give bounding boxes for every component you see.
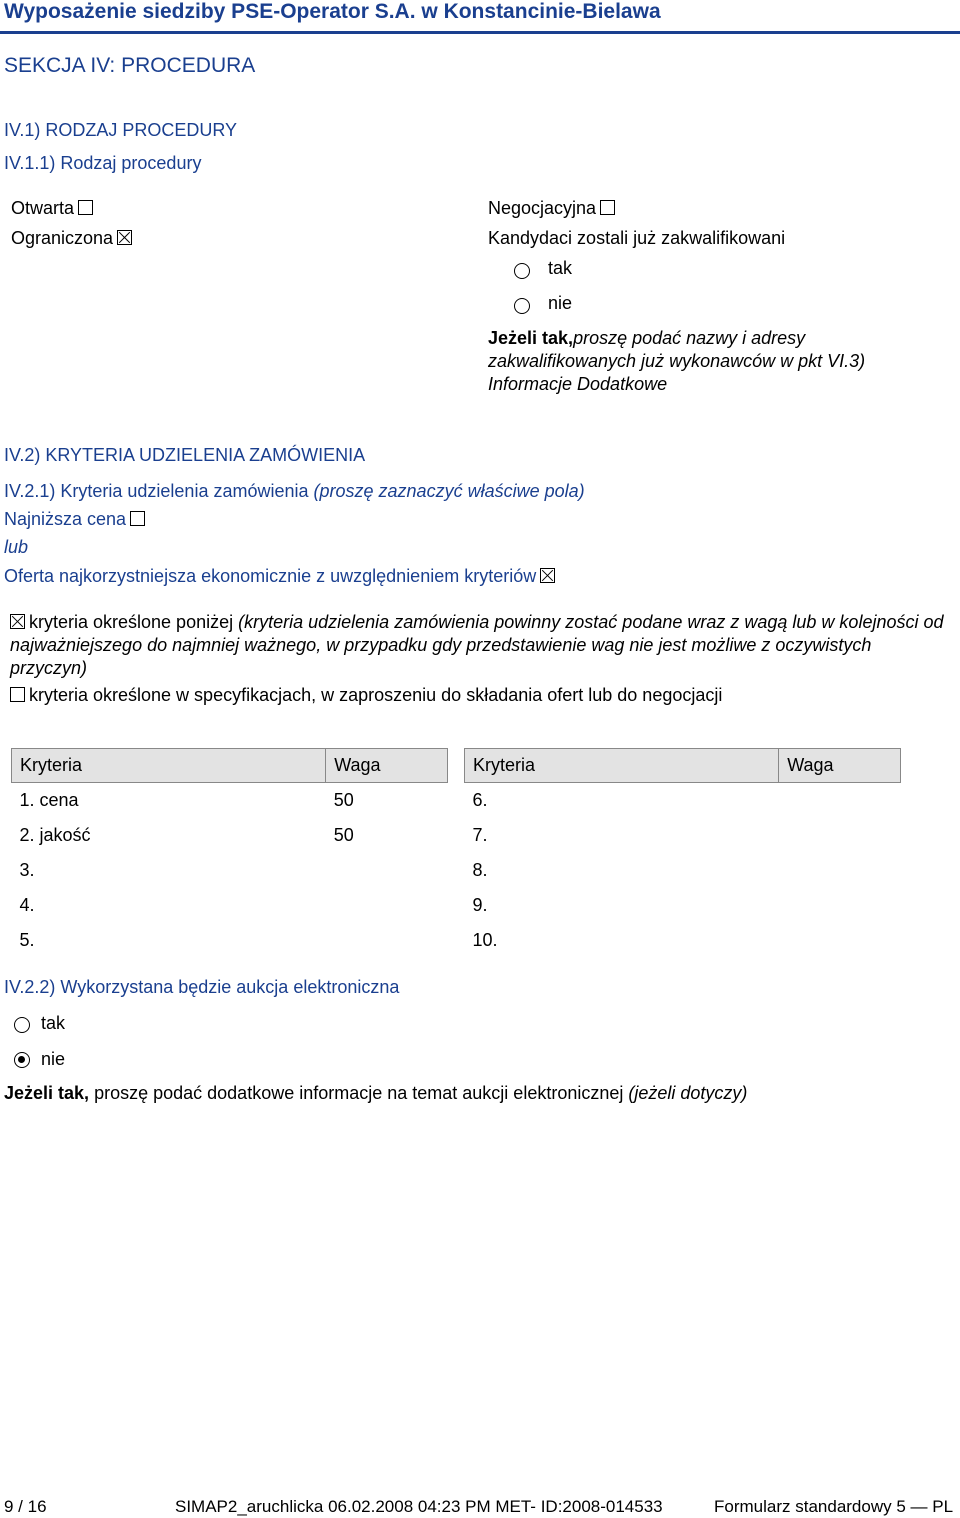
auction-yes-label: tak: [41, 1013, 66, 1033]
criteria-column-header: Kryteria: [465, 749, 779, 783]
table-row: [12, 888, 448, 923]
criterion-weight: [326, 923, 448, 958]
candidates-no-radio[interactable]: [514, 298, 530, 314]
procedure-restricted-label: Ograniczona: [11, 228, 114, 248]
table-row: [465, 888, 901, 923]
criterion-name: 9.: [472, 895, 488, 915]
document-title: Wyposażenie siedziby PSE-Operator S.A. w Konstancinie-Bielawa: [4, 0, 661, 23]
auction-note-bold: Jeżeli tak,: [4, 1083, 90, 1103]
criteria-heading: IV.2) KRYTERIA UDZIELENIA ZAMÓWIENIA: [4, 445, 366, 465]
auction-heading: IV.2.2) Wykorzystana będzie aukcja elektroniczna: [4, 977, 400, 997]
criterion-name: 5.: [19, 930, 35, 950]
criterion-weight: [779, 888, 901, 923]
procedure-subheading: IV.1.1) Rodzaj procedury: [4, 153, 202, 173]
criterion-weight: [779, 783, 901, 819]
best-offer-option[interactable]: [4, 566, 555, 587]
procedure-open-label: Otwarta: [11, 198, 75, 218]
auction-note: [4, 1083, 747, 1104]
table-row: [12, 783, 448, 819]
candidates-label: Kandydaci zostali już zakwalifikowani: [488, 228, 786, 248]
or-label: lub: [4, 537, 29, 557]
page-number: 9 / 16: [4, 1497, 47, 1516]
candidates-no-label: nie: [548, 293, 573, 313]
best-offer-label: Oferta najkorzystniejsza ekonomicznie z uwzględnieniem kryteriów: [4, 566, 537, 586]
criterion-name: 2. jakość: [19, 825, 91, 845]
criteria-below-checkbox[interactable]: [10, 614, 25, 629]
auction-no-radio[interactable]: [14, 1052, 30, 1068]
criteria-below-label: kryteria określone poniżej: [29, 612, 234, 632]
auction-no-label: nie: [41, 1049, 66, 1069]
criterion-name: 10.: [472, 930, 498, 950]
criteria-column-header: Kryteria: [12, 749, 326, 783]
table-row: [12, 853, 448, 888]
procedure-negotiated-label: Negocjacyjna: [488, 198, 597, 218]
lowest-price-checkbox[interactable]: [130, 511, 145, 526]
section-title: SEKCJA IV: PROCEDURA: [4, 54, 256, 77]
candidates-yes-label: tak: [548, 258, 573, 278]
criterion-name: 8.: [472, 860, 488, 880]
criterion-name: 1. cena: [19, 790, 79, 810]
table-row: [465, 853, 901, 888]
weight-column-header: Waga: [326, 749, 448, 783]
criteria-table-right: [464, 748, 901, 958]
criteria-spec-option[interactable]: [10, 685, 722, 706]
criterion-name: 7.: [472, 825, 488, 845]
criterion-weight: [779, 818, 901, 853]
weight-column-header: Waga: [779, 749, 901, 783]
procedure-restricted-option[interactable]: [11, 228, 132, 249]
criterion-weight: [326, 888, 448, 923]
criterion-weight: [326, 853, 448, 888]
table-row: [12, 818, 448, 853]
procedure-negotiated-checkbox[interactable]: [600, 200, 615, 215]
form-label: Formularz standardowy 5 — PL: [714, 1497, 954, 1516]
criteria-table-left: [11, 748, 448, 958]
criteria-subheading-hint: (proszę zaznaczyć właściwe pola): [313, 481, 585, 501]
criterion-weight: 50: [333, 790, 354, 810]
procedure-open-option[interactable]: [11, 198, 93, 219]
auction-note-hint: (jeżeli dotyczy): [628, 1083, 748, 1103]
candidates-note-line3: Informacje Dodatkowe: [488, 374, 668, 394]
page-footer: [0, 1497, 960, 1517]
table-row: [465, 818, 901, 853]
candidates-note: [488, 328, 805, 349]
auction-yes-radio[interactable]: [14, 1017, 30, 1033]
criteria-spec-checkbox[interactable]: [10, 687, 25, 702]
criterion-name: 4.: [19, 895, 35, 915]
criterion-name: 6.: [472, 790, 488, 810]
candidates-note-line1: proszę podać nazwy i adresy: [573, 328, 806, 348]
procedure-restricted-checkbox[interactable]: [117, 230, 132, 245]
criteria-below-paragraph: [10, 611, 950, 680]
criterion-weight: [779, 853, 901, 888]
auction-note-text: proszę podać dodatkowe informacje na temat aukcji elektronicznej: [94, 1083, 624, 1103]
best-offer-checkbox[interactable]: [540, 568, 555, 583]
criterion-weight: [779, 923, 901, 958]
candidates-yes-radio[interactable]: [514, 263, 530, 279]
criterion-name: 3.: [19, 860, 35, 880]
candidates-note-bold: Jeżeli tak,: [488, 328, 574, 348]
procedure-negotiated-option[interactable]: [488, 198, 615, 219]
procedure-heading: IV.1) RODZAJ PROCEDURY: [4, 120, 238, 140]
criteria-subheading-bold: IV.2.1) Kryteria udzielenia zamówienia: [4, 481, 309, 501]
table-row: [465, 783, 901, 819]
header-rule: [0, 31, 960, 34]
criterion-weight: 50: [333, 825, 354, 845]
table-row: [12, 923, 448, 958]
lowest-price-option[interactable]: [4, 509, 145, 530]
criteria-subheading: [4, 481, 585, 502]
lowest-price-label: Najniższa cena: [4, 509, 127, 529]
document-id: SIMAP2_aruchlicka 06.02.2008 04:23 PM MET- ID:2008-014533: [175, 1497, 663, 1516]
criteria-below-note: (kryteria udzielenia zamówienia powinny zostać podane wraz z wagą lub w kolejności od najważniejszego do najmniej ważnego, w przypadku gdy przedstawienie wag nie jest możliwe z oczywistych przyczyn): [10, 612, 944, 678]
procedure-open-checkbox[interactable]: [78, 200, 93, 215]
candidates-note-line2: zakwalifikowanych już wykonawców w pkt VI.3): [488, 351, 866, 371]
criteria-spec-label: kryteria określone w specyfikacjach, w zaproszeniu do składania ofert lub do negocjacji: [29, 685, 723, 705]
table-row: [465, 923, 901, 958]
